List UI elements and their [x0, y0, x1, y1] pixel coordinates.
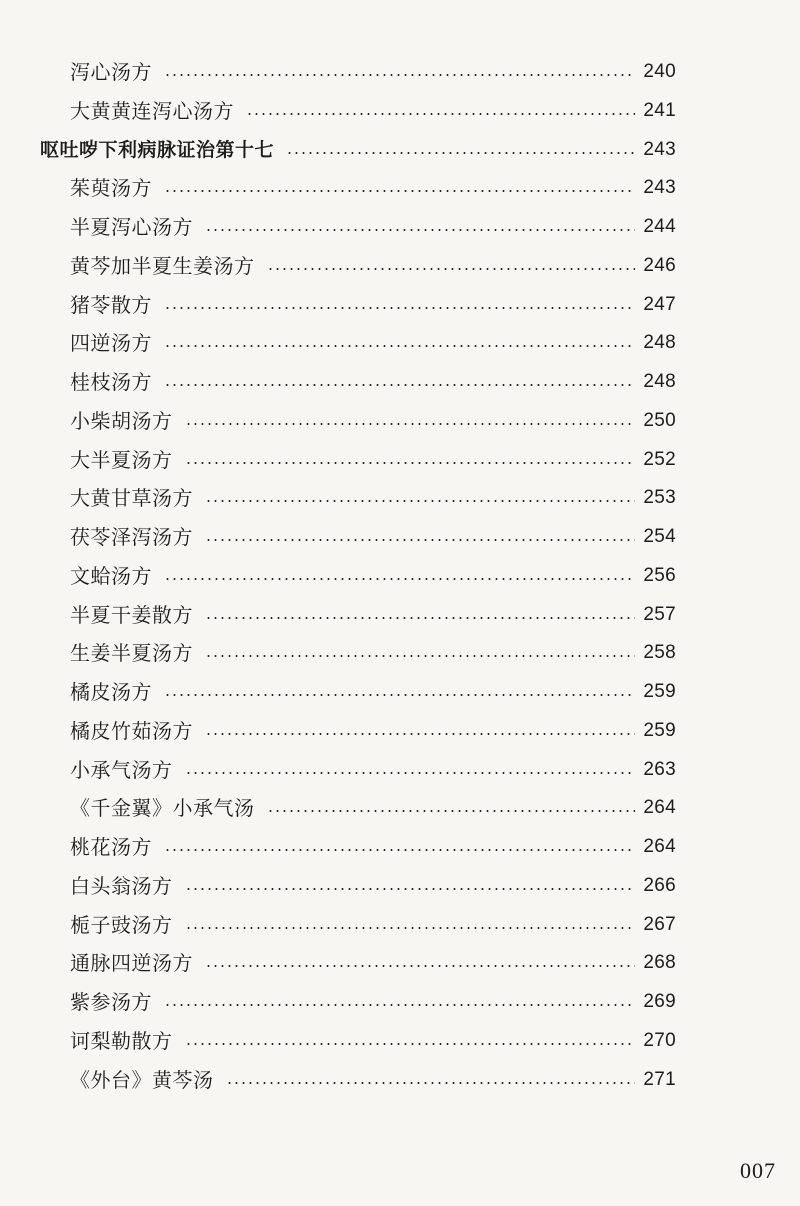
- dot-leader: [205, 500, 635, 502]
- toc-entry: [70, 756, 676, 784]
- entry-page-number: 254: [643, 526, 676, 547]
- entry-page-number: 256: [643, 564, 676, 586]
- toc-entry: [70, 58, 676, 86]
- dot-leader: [205, 965, 635, 967]
- entry-title: 四逆汤方: [70, 331, 152, 356]
- entry-page-number: 250: [643, 409, 676, 431]
- entry-title: 小承气汤方: [70, 757, 173, 782]
- toc-entry: [70, 639, 676, 667]
- toc-entry: [70, 446, 676, 474]
- entry-title: 半夏干姜散方: [70, 602, 193, 627]
- toc-entry: [70, 291, 676, 319]
- dot-leader: [164, 345, 635, 347]
- dot-leader: [205, 617, 635, 619]
- toc-entry: [70, 872, 676, 900]
- dot-leader: [164, 384, 635, 386]
- toc-entry: [70, 523, 676, 551]
- entry-title: 呕吐哕下利病脉证治第十七: [40, 138, 275, 161]
- entry-page-number: 269: [643, 991, 676, 1012]
- dot-leader: [164, 849, 635, 851]
- entry-title: 茯苓泽泻汤方: [70, 525, 193, 549]
- dot-leader: [185, 423, 636, 425]
- toc-entry: [70, 911, 676, 939]
- dot-leader: [164, 190, 635, 192]
- entry-title: 《千金翼》小承气汤: [70, 796, 255, 821]
- toc-entry: [70, 988, 676, 1016]
- dot-leader: [205, 655, 635, 657]
- toc-entry: [70, 174, 676, 202]
- entry-page-number: 259: [643, 719, 676, 741]
- entry-page-number: 259: [643, 681, 676, 702]
- dot-leader: [185, 462, 636, 464]
- toc-entry: [70, 252, 676, 280]
- entry-title: 橘皮竹茹汤方: [70, 718, 193, 743]
- toc-entry: [70, 833, 676, 861]
- entry-title: 生姜半夏汤方: [70, 641, 193, 666]
- entry-title: 栀子豉汤方: [70, 912, 173, 937]
- toc-entry: [70, 1066, 676, 1094]
- toc-entry: [70, 949, 676, 977]
- toc-entry: [70, 562, 676, 590]
- entry-page-number: 252: [643, 448, 676, 470]
- toc-entry: [70, 794, 676, 822]
- dot-leader: [205, 733, 635, 735]
- entry-page-number: 243: [643, 138, 676, 160]
- entry-title: 半夏泻心汤方: [70, 215, 193, 239]
- entry-page-number: 263: [643, 758, 676, 780]
- entry-page-number: 248: [643, 332, 676, 354]
- entry-title: 白头翁汤方: [70, 873, 173, 898]
- toc-entry: [70, 601, 676, 629]
- dot-leader: [226, 1082, 636, 1084]
- entry-title: 泻心汤方: [70, 60, 152, 84]
- toc-entry: [70, 97, 676, 125]
- toc-entry: [70, 329, 676, 357]
- toc-entry: [70, 484, 676, 512]
- entry-page-number: 243: [643, 177, 676, 199]
- page-number: 007: [740, 1158, 776, 1183]
- dot-leader: [286, 152, 635, 154]
- dot-leader: [267, 268, 636, 270]
- entry-page-number: 271: [643, 1068, 676, 1090]
- dot-leader: [246, 113, 635, 115]
- entry-page-number: 267: [643, 913, 676, 935]
- entry-title: 大半夏汤方: [70, 447, 173, 472]
- entry-page-number: 258: [643, 642, 676, 664]
- entry-title: 紫参汤方: [70, 990, 152, 1014]
- entry-title: 大黄甘草汤方: [70, 486, 193, 511]
- dot-leader: [164, 694, 635, 696]
- entry-page-number: 253: [643, 487, 676, 509]
- dot-leader: [205, 229, 635, 231]
- entry-title: 文蛤汤方: [70, 563, 152, 588]
- dot-leader: [205, 539, 635, 541]
- entry-page-number: 268: [643, 952, 676, 974]
- dot-leader: [267, 810, 636, 812]
- entry-title: 橘皮汤方: [70, 680, 152, 704]
- entry-page-number: 244: [643, 216, 676, 237]
- entry-title: 茱萸汤方: [70, 176, 152, 201]
- dot-leader: [164, 578, 635, 580]
- dot-leader: [185, 772, 636, 774]
- entry-title: 桃花汤方: [70, 835, 152, 859]
- dot-leader: [164, 1004, 635, 1006]
- entry-page-number: 248: [643, 371, 676, 392]
- entry-page-number: 241: [643, 99, 676, 121]
- entry-title: 大黄黄连泻心汤方: [70, 98, 234, 123]
- entry-page-number: 257: [643, 603, 676, 625]
- entry-title: 《外台》黄芩汤: [70, 1067, 214, 1092]
- toc-entry: [70, 407, 676, 435]
- toc-entry: [70, 368, 676, 396]
- entry-page-number: 264: [643, 797, 676, 819]
- entry-page-number: 240: [643, 61, 676, 82]
- dot-leader: [185, 888, 636, 890]
- entry-page-number: 266: [643, 874, 676, 896]
- entry-title: 诃梨勒散方: [70, 1028, 173, 1053]
- dot-leader: [185, 927, 636, 929]
- toc-entry: [70, 717, 676, 745]
- entry-title: 猪苓散方: [70, 292, 152, 317]
- toc-entry: [70, 678, 676, 706]
- entry-title: 通脉四逆汤方: [70, 951, 193, 976]
- entry-title: 小柴胡汤方: [70, 408, 173, 433]
- toc-entry: [70, 1027, 676, 1055]
- dot-leader: [164, 307, 635, 309]
- dot-leader: [185, 1043, 636, 1045]
- dot-leader: [164, 74, 635, 76]
- entry-page-number: 247: [643, 293, 676, 315]
- entry-page-number: 270: [643, 1029, 676, 1051]
- entry-title: 桂枝汤方: [70, 370, 152, 394]
- entry-page-number: 264: [643, 836, 676, 857]
- entry-page-number: 246: [643, 254, 676, 276]
- entry-title: 黄芩加半夏生姜汤方: [70, 253, 255, 278]
- toc-section-heading: [40, 136, 676, 164]
- toc-entry: [70, 213, 676, 241]
